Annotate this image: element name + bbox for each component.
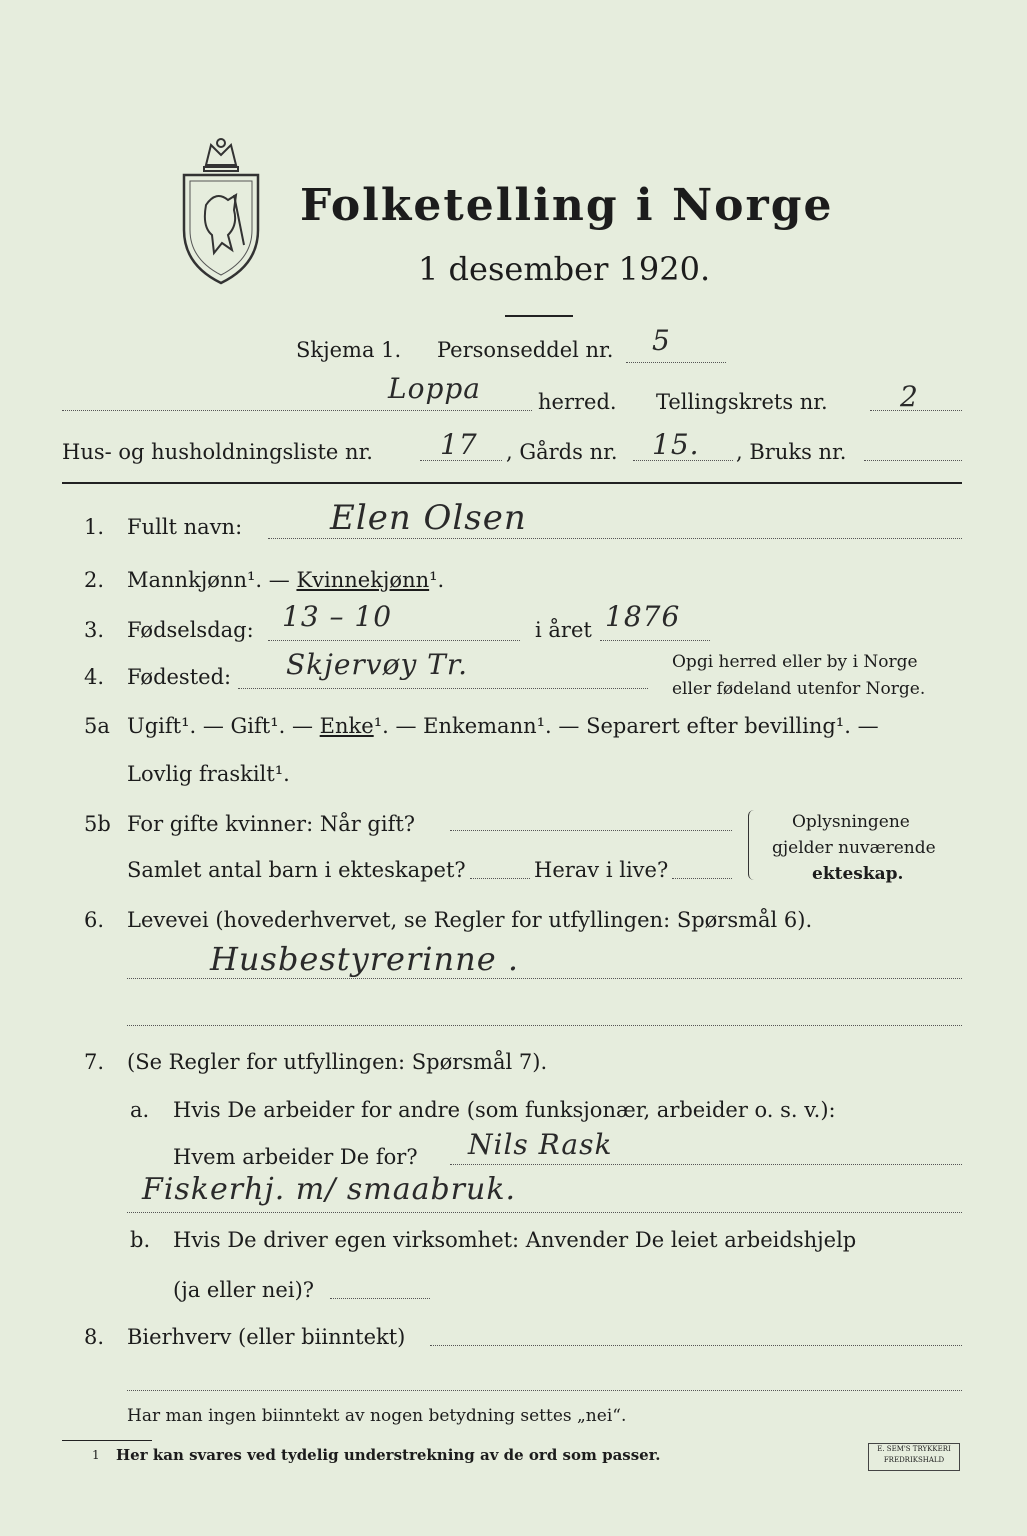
q7a-label: Hvis De arbeider for andre (som funksjonær, arbeider o. s. v.): [173,1098,836,1122]
q5b-note-3: ekteskap. [812,864,904,884]
herred-value: Loppa [388,372,481,405]
q2-footnote-mark: ¹. [429,568,445,592]
q5b-line-2 [470,878,530,879]
q3-line [268,640,520,641]
form-date: 1 desember 1920. [418,250,711,288]
bruks-line [864,460,962,461]
q7a-value-2: Fiskerhj. m/ smaabruk. [142,1172,517,1207]
q4-note-line-2: eller fødeland utenfor Norge. [672,679,926,699]
tellingskrets-label: Tellingskrets nr. [656,390,828,414]
q7a-label-2: Hvem arbeider De for? [173,1145,418,1169]
q2-female-option: Kvinnekjønn [296,568,430,592]
q5b-label-2: Samlet antal barn i ekteskapet? [127,858,466,882]
hus-value: 17 [440,428,478,461]
gards-value: 15. [652,428,700,461]
q3-label: Fødselsdag: [127,618,254,642]
q1-value: Elen Olsen [330,498,527,538]
title-divider [505,315,573,317]
q5a-options-1: Ugift¹. — Gift¹. — [127,714,320,738]
gards-label: , Gårds nr. [506,440,618,464]
q5b-brace [748,810,759,880]
personseddel-label: Personseddel nr. [437,338,614,362]
tellingskrets-value: 2 [900,380,919,413]
q8-label: Bierhverv (eller biinntekt) [127,1325,406,1349]
q5b-note-2: gjelder nuværende [772,838,936,858]
q7a-line [450,1164,962,1165]
q2-male-option: Mannkjønn¹. — [127,568,297,592]
q5a-text-2: Lovlig fraskilt¹. [127,762,290,786]
q2-number: 2. [84,568,105,592]
q8-line [430,1345,962,1346]
q3-year-line [600,640,710,641]
footnote-text: Her kan svares ved tydelig understrekning av de ord som passer. [116,1446,661,1464]
q3-value: 13 – 10 [282,600,393,633]
q1-line [268,538,962,539]
header-rule [62,482,962,484]
coat-of-arms-icon [176,135,266,285]
q6-number: 6. [84,908,105,932]
q7b-letter: b. [130,1228,151,1252]
q4-line [238,688,648,689]
q5b-line-3 [672,878,732,879]
schema-label: Skjema 1. [296,338,402,362]
q8-line-2 [127,1390,962,1391]
q5b-line [450,830,732,831]
q4-value: Skjervøy Tr. [286,648,469,681]
q7b-label: Hvis De driver egen virksomhet: Anvender De leiet arbeidshjelp [173,1228,857,1252]
printer-stamp: E. SEM'S TRYKKERI FREDRIKSHALD [868,1443,960,1471]
personseddel-line [626,362,726,363]
q5a-number: 5a [84,714,110,738]
q4-label: Fødested: [127,665,232,689]
q7a-line-2 [127,1212,962,1213]
q5b-number: 5b [84,812,111,836]
q2-text [127,568,444,592]
q5b-label: For gifte kvinner: Når gift? [127,812,416,836]
q4-note-line-1: Opgi herred eller by i Norge [672,652,918,672]
footnote-number: 1 [92,1448,100,1462]
q5b-label-3: Herav i live? [534,858,669,882]
q6-label: Levevei (hovederhvervet, se Regler for utfyllingen: Spørsmål 6). [127,908,813,932]
q5a-enke-option: Enke [319,714,374,738]
footer-note: Har man ingen biinntekt av nogen betydning settes „nei“. [127,1406,627,1426]
q3-year-value: 1876 [605,600,681,633]
q5b-note-1: Oplysningene [792,812,910,832]
q1-label: Fullt navn: [127,515,243,539]
q7b-line [330,1298,430,1299]
q8-number: 8. [84,1325,105,1349]
personseddel-value: 5 [652,324,671,357]
herred-label: herred. [538,390,617,414]
q4-number: 4. [84,665,105,689]
q7a-value: Nils Rask [468,1128,613,1161]
q7a-letter: a. [130,1098,150,1122]
q5a-options-2: ¹. — Enkemann¹. — Separert efter bevilling¹. — [373,714,879,738]
footnote-rule [62,1440,152,1441]
q7-number: 7. [84,1050,105,1074]
q1-number: 1. [84,515,105,539]
hus-label: Hus- og husholdningsliste nr. [62,440,373,464]
q3-year-label: i året [535,618,592,642]
q7b-label-2: (ja eller nei)? [173,1278,315,1302]
form-title: Folketelling i Norge [300,180,834,231]
q5a-text [127,714,879,738]
q3-number: 3. [84,618,105,642]
herred-line [62,410,532,411]
q6-value: Husbestyrerinne . [210,940,519,978]
q7-label: (Se Regler for utfyllingen: Spørsmål 7). [127,1050,548,1074]
q6-line-2 [127,1025,962,1026]
q6-line [127,978,962,979]
bruks-label: , Bruks nr. [736,440,847,464]
